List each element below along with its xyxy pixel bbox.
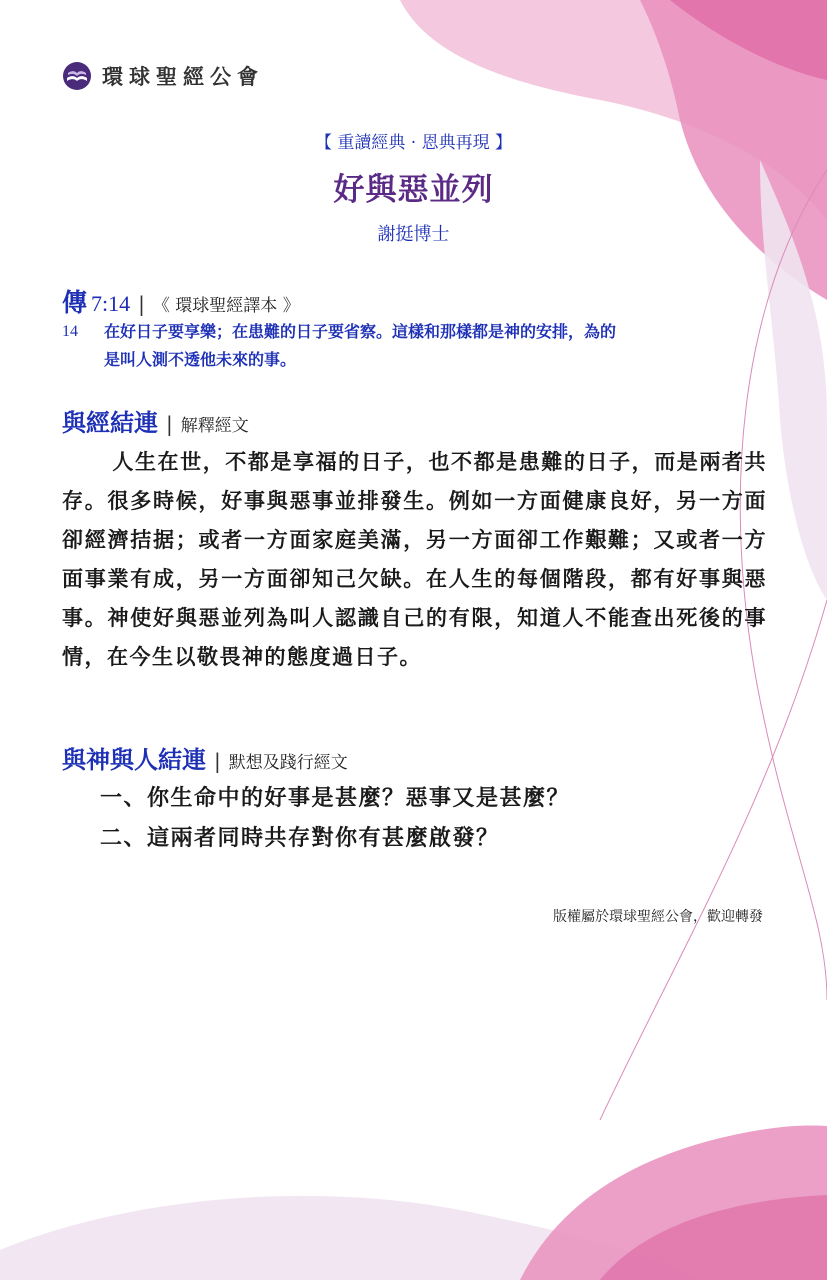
section-subtitle: 默想及踐行經文 (228, 753, 348, 773)
divider: | (214, 749, 221, 773)
bible-book-icon (62, 61, 92, 91)
org-name: 環球聖經公會 (102, 65, 264, 89)
section-heading-explain (62, 403, 249, 438)
explanation-paragraph: 人生在世，不都是享福的日子，也不都是患難的日子，而是兩者共存。很多時候，好事與惡事並排發生。例如一方面健康良好，另一方面卻經濟拮据；或者一方面家庭美滿，另一方面卻工作艱難；又或者一方面事業有成，另一方面卻知己欠缺。在人生的每個階段，都有好事與惡事。神使好與惡並列為叫人認識自己的有限，知道人不能查出死後的事情，在今生以敬畏神的態度過日子。 (62, 449, 767, 669)
chapter-verse: 7:14 (91, 291, 131, 316)
question-item: 一、你生命中的好事是甚麼？惡事又是甚麼？ (100, 785, 571, 811)
section-title: 與經結連 (62, 408, 158, 437)
section-heading-apply (62, 740, 348, 775)
question-item: 二、這兩者同時共存對你有甚麼啟發？ (100, 825, 500, 851)
book-name: 傳 (62, 288, 88, 317)
section-subtitle: 解釋經文 (180, 416, 249, 436)
verse-number: 14 (62, 323, 78, 340)
logo (62, 60, 264, 92)
page-title: 好與惡並列 (333, 172, 494, 208)
verse-line: 在好日子要享樂；在患難的日子要省察。這樣和那樣都是神的安排，為的 (104, 322, 617, 341)
verse-line: 是叫人測不透他未來的事。 (104, 350, 297, 369)
divider: | (138, 292, 145, 316)
scripture-reference (62, 283, 300, 319)
copyright-notice: 版權屬於環球聖經公會，歡迎轉發 (553, 909, 763, 925)
section-title: 與神與人結連 (62, 745, 206, 774)
series-label: 【 重讀經典 · 恩典再現 】 (314, 133, 513, 153)
reflection-questions (100, 778, 760, 858)
author: 謝挺博士 (377, 224, 450, 245)
bible-version: 《 環球聖經譯本 》 (152, 296, 300, 316)
divider: | (166, 412, 173, 436)
verse-text (62, 318, 782, 374)
